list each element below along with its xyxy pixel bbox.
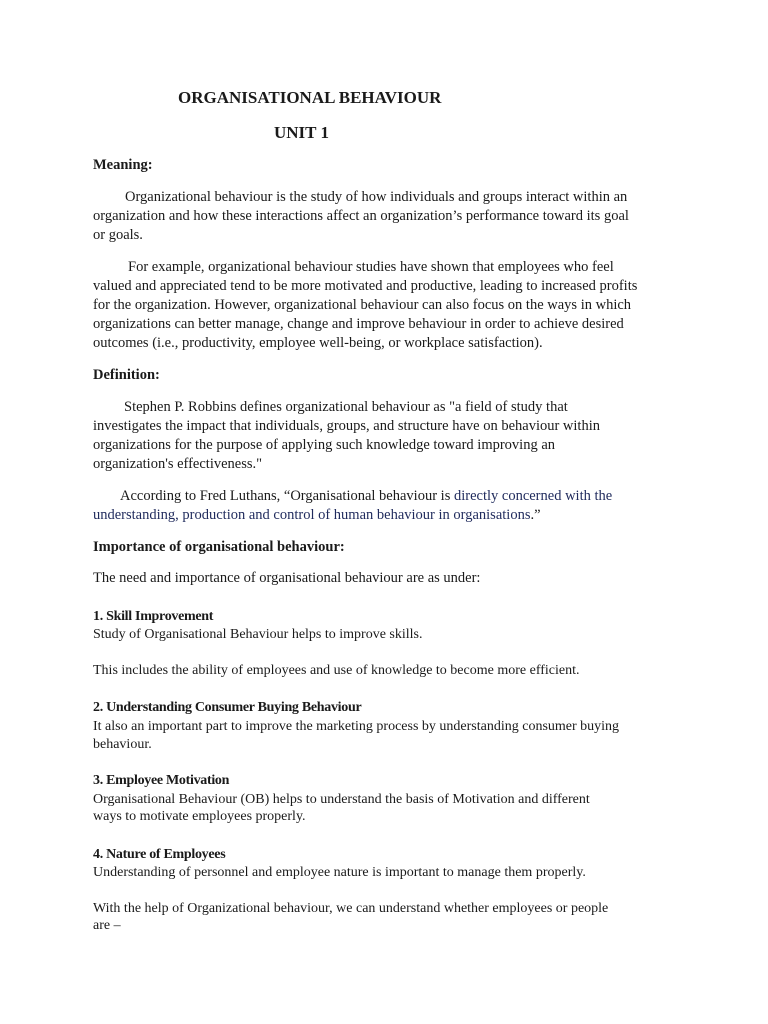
- text-line: valued and appreciated tend to be more motivated and productive, leading to increased profits: [93, 278, 638, 294]
- text-line: organizations for the purpose of applying such knowledge toward improving an: [93, 437, 556, 453]
- meaning-heading: Meaning:: [93, 157, 153, 173]
- text-line: outcomes (i.e., productivity, employee well-being, or workplace satisfaction).: [93, 335, 543, 351]
- text-line: For example, organizational behaviour studies have shown that employees who feel: [128, 259, 614, 275]
- text-line: Organizational behaviour is the study of how individuals and groups interact within an: [125, 189, 628, 205]
- item-heading: 3. Employee Motivation: [93, 773, 230, 788]
- luthans-highlight: understanding, production and control of human behaviour in organisations: [93, 507, 531, 523]
- text-line: for the organization. However, organizational behaviour can also focus on the ways in which: [93, 297, 632, 313]
- text-line: With the help of Organizational behaviour, we can understand whether employees or people: [93, 901, 609, 916]
- luthans-suffix: .”: [530, 507, 541, 523]
- text-line: [93, 506, 541, 525]
- text-line: organizations can better manage, change and improve behaviour in order to achieve desired: [93, 316, 624, 332]
- item-text: Organisational Behaviour (OB) helps to understand the basis of Motivation and different: [93, 792, 590, 807]
- text-line: organization's effectiveness.": [93, 456, 263, 472]
- document-title: ORGANISATIONAL BEHAVIOUR: [178, 88, 442, 107]
- item-text: Study of Organisational Behaviour helps to improve skills.: [93, 627, 423, 642]
- importance-heading: Importance of organisational behaviour:: [93, 539, 345, 555]
- item-text: behaviour.: [93, 737, 152, 752]
- definition-heading: Definition:: [93, 367, 160, 383]
- item-text: It also an important part to improve the marketing process by understanding consumer buying: [93, 719, 620, 734]
- importance-intro: The need and importance of organisational behaviour are as under:: [93, 570, 481, 586]
- unit-heading: UNIT 1: [274, 123, 329, 142]
- luthans-highlight: directly concerned with the: [453, 488, 613, 504]
- luthans-prefix: According to Fred Luthans, “Organisational behaviour is: [120, 488, 454, 504]
- item-heading: 4. Nature of Employees: [93, 847, 226, 862]
- item-heading: 2. Understanding Consumer Buying Behaviour: [93, 700, 362, 715]
- text-line: Stephen P. Robbins defines organizational behaviour as "a field of study that: [124, 399, 568, 415]
- item-text: ways to motivate employees properly.: [93, 809, 306, 824]
- item-heading: 1. Skill Improvement: [93, 609, 214, 624]
- text-line: or goals.: [93, 227, 143, 243]
- item-text: Understanding of personnel and employee nature is important to manage them properly.: [93, 865, 586, 880]
- text-line: are –: [93, 918, 121, 933]
- item-text: This includes the ability of employees and use of knowledge to become more efficient.: [93, 663, 580, 678]
- text-line: organization and how these interactions affect an organization’s performance toward its goal: [93, 208, 629, 224]
- text-line: [120, 487, 612, 506]
- text-line: investigates the impact that individuals, groups, and structure have on behaviour within: [93, 418, 600, 434]
